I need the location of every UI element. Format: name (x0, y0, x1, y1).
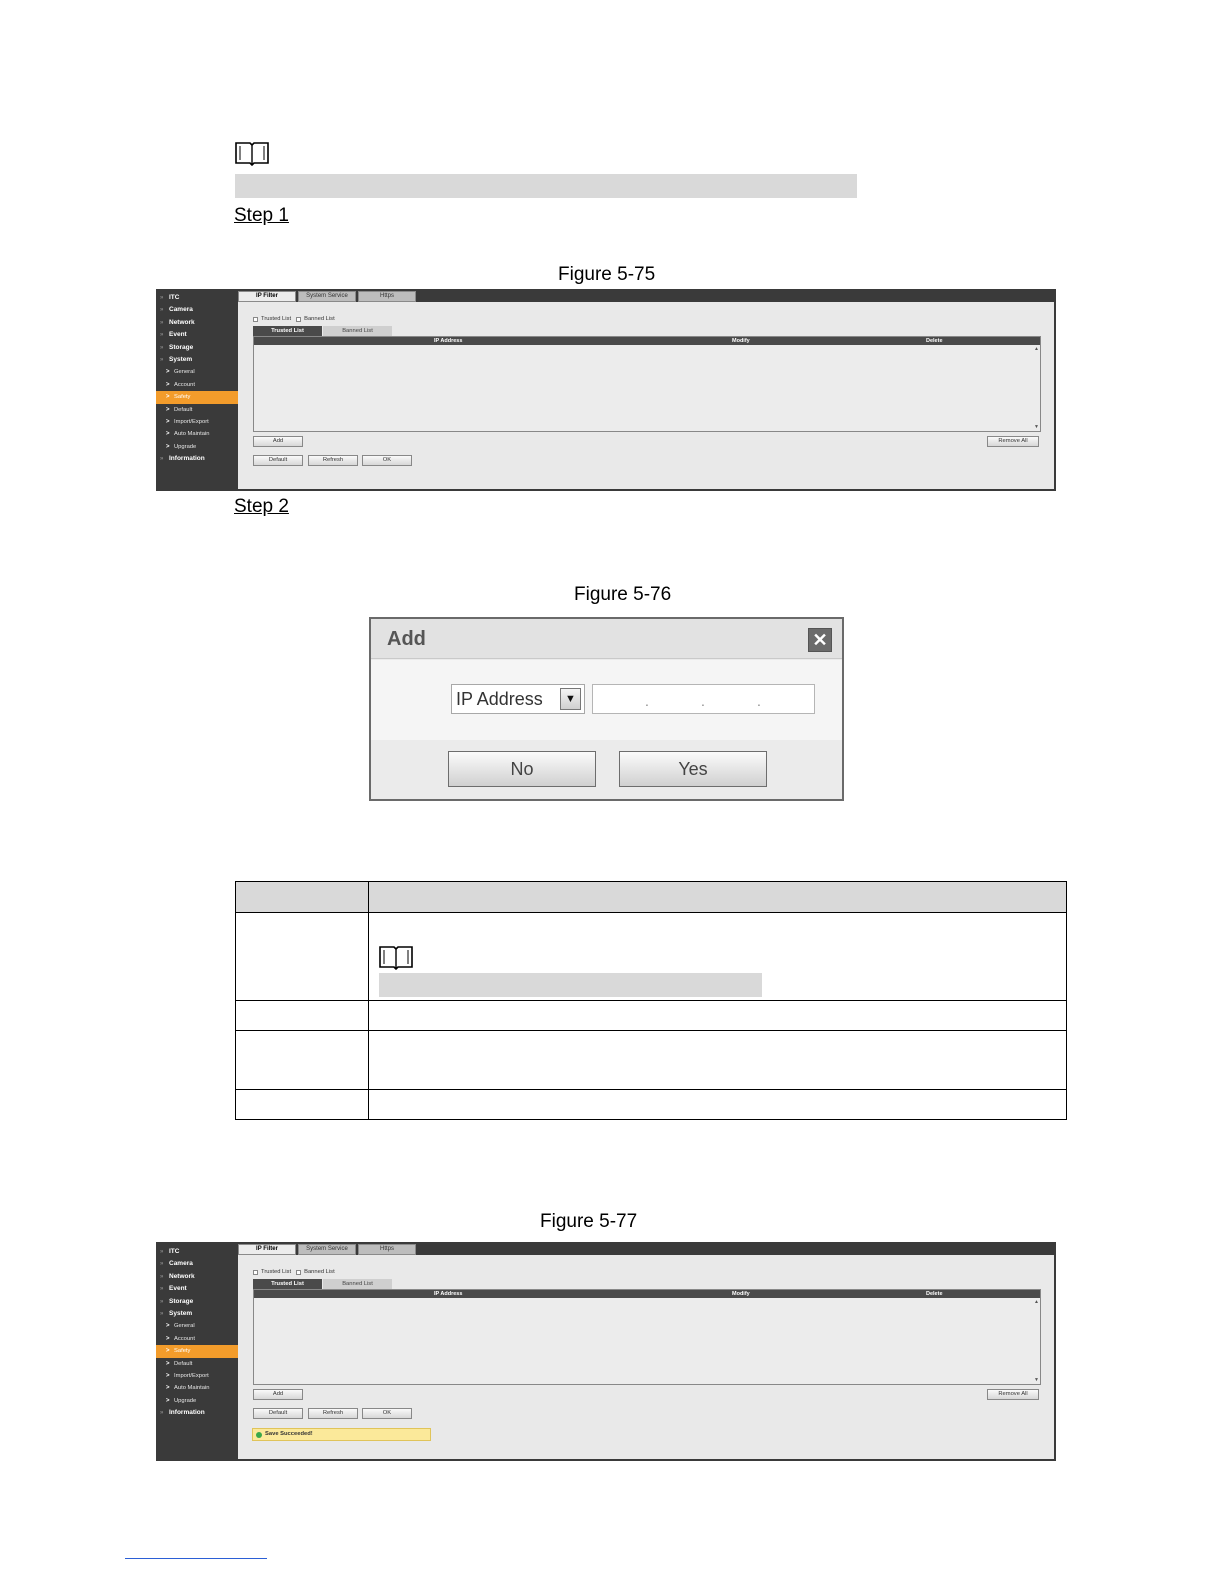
scroll-down-arrow-icon[interactable]: ▼ (1034, 1377, 1039, 1383)
sidebar-item-event[interactable] (156, 1283, 238, 1295)
expand-arrow-icon: » (160, 456, 164, 463)
chevron-down-icon[interactable]: ▼ (560, 688, 581, 710)
chevron-right-icon: > (166, 1372, 170, 1379)
scroll-up-arrow-icon[interactable]: ▲ (1034, 1299, 1039, 1305)
note-text-highlight (235, 174, 857, 198)
list-type-checkboxes (253, 316, 340, 322)
chevron-right-icon: > (166, 418, 170, 425)
table-row (236, 1001, 1067, 1031)
table-cell (236, 1090, 369, 1120)
yes-button[interactable]: Yes (619, 751, 767, 787)
trusted-list-checkbox-label: Trusted List (261, 316, 292, 322)
content-area (238, 302, 1054, 489)
sidebar-item-label: Network (169, 1272, 195, 1280)
sidebar-item-label: Auto Maintain (174, 431, 210, 438)
expand-arrow-icon: » (160, 1310, 164, 1317)
table-row (236, 1031, 1067, 1090)
note-book-icon (378, 944, 414, 970)
chevron-right-icon: > (166, 1360, 170, 1367)
expand-arrow-icon: » (160, 1286, 164, 1293)
sidebar-item-general[interactable] (156, 366, 238, 378)
tab-ip-filter[interactable]: IP Filter (238, 1244, 296, 1255)
table-cell (236, 1001, 369, 1031)
expand-arrow-icon: » (160, 1249, 164, 1255)
sidebar-item-label: Event (169, 331, 187, 339)
expand-arrow-icon: » (160, 344, 164, 351)
sidebar-item-system[interactable] (156, 1308, 238, 1320)
sidebar-item-label: Safety (174, 1348, 191, 1355)
table-cell (369, 1001, 1067, 1031)
table-cell (369, 1090, 1067, 1120)
banned-list-checkbox[interactable] (296, 1270, 301, 1275)
sidebar-item-label: Network (169, 318, 195, 326)
content-area (238, 1255, 1054, 1459)
chevron-right-icon: > (166, 1397, 170, 1404)
sidebar-item-label: Information (169, 455, 205, 463)
list-type-checkboxes (253, 1269, 340, 1275)
sidebar-item-information[interactable] (156, 1407, 238, 1419)
sidebar-item-label: Information (169, 1409, 205, 1417)
sidebar-item-label: Account (174, 381, 195, 388)
tab-ip-filter[interactable]: IP Filter (238, 291, 296, 302)
save-success-message (252, 1428, 431, 1441)
expand-arrow-icon: » (160, 295, 164, 301)
list-subtabs (253, 1279, 393, 1289)
sidebar-item-import-export[interactable] (156, 1370, 238, 1382)
sidebar-item-label: Storage (169, 343, 194, 351)
note-book-icon (234, 140, 270, 166)
sidebar-item-upgrade[interactable] (156, 441, 238, 453)
sidebar-item-network[interactable] (156, 317, 238, 329)
parameter-table (235, 881, 1067, 1120)
sidebar-item-label: Account (174, 1335, 195, 1342)
table-row (236, 1090, 1067, 1120)
sidebar-item-system[interactable] (156, 354, 238, 366)
sidebar-item-network[interactable] (156, 1271, 238, 1283)
address-type-select[interactable] (451, 684, 585, 714)
ip-separator-dot: . (645, 693, 649, 709)
trusted-list-checkbox[interactable] (253, 1270, 258, 1275)
sidebar-item-label: Default (174, 1360, 193, 1367)
sidebar-item-itc[interactable] (156, 292, 238, 304)
ip-separator-dot: . (701, 693, 705, 709)
side-menu (156, 1246, 238, 1419)
side-menu (156, 292, 238, 465)
sidebar-item-label: Import/Export (174, 1372, 209, 1379)
sidebar-item-label: Event (169, 1285, 187, 1293)
sidebar-item-auto-maintain[interactable] (156, 1382, 238, 1394)
table-cell (369, 1031, 1067, 1090)
ip-filter-screenshot-2 (156, 1242, 1056, 1461)
sidebar-item-import-export[interactable] (156, 416, 238, 428)
header-cell-description (369, 882, 1067, 913)
remove-all-button[interactable]: Remove All (987, 436, 1039, 447)
dialog-title: Add (387, 628, 426, 650)
ok-button[interactable]: OK (362, 1408, 412, 1419)
chevron-right-icon: > (166, 1335, 170, 1342)
remove-all-button[interactable]: Remove All (987, 1389, 1039, 1400)
table-cell (236, 913, 369, 1001)
chevron-right-icon: > (166, 1348, 170, 1355)
table-header (254, 1290, 1040, 1298)
footer-link-underline (125, 1558, 267, 1559)
add-dialog (369, 617, 844, 801)
table-cell (236, 1031, 369, 1090)
sidebar-item-label: Camera (169, 306, 193, 314)
success-check-icon (256, 1432, 262, 1438)
sidebar-item-label: Upgrade (174, 1397, 197, 1404)
sidebar-item-storage[interactable] (156, 1296, 238, 1308)
sidebar-item-label: System (169, 355, 193, 363)
figure-5-77-caption: Figure 5-77 (540, 1211, 638, 1232)
expand-arrow-icon: » (160, 319, 164, 326)
default-button[interactable]: Default (253, 1408, 303, 1419)
scroll-up-arrow-icon[interactable]: ▲ (1034, 346, 1039, 352)
no-button[interactable]: No (448, 751, 596, 787)
step-2-label: Step 2 (234, 496, 289, 517)
trusted-list-checkbox-label: Trusted List (261, 1269, 292, 1275)
sidebar-item-default[interactable] (156, 1358, 238, 1370)
subtab-trusted-list[interactable]: Trusted List (253, 326, 322, 336)
refresh-button[interactable]: Refresh (308, 1408, 358, 1419)
sidebar-item-camera[interactable] (156, 304, 238, 316)
refresh-button[interactable]: Refresh (308, 455, 358, 466)
add-button[interactable]: Add (253, 1389, 303, 1400)
banned-list-checkbox[interactable] (296, 317, 301, 322)
sidebar-item-label: Camera (169, 1260, 193, 1268)
table-cell (369, 913, 1067, 1001)
col-ip-address: IP Address (434, 338, 463, 344)
sidebar-item-default[interactable] (156, 404, 238, 416)
default-button[interactable]: Default (253, 455, 303, 466)
sidebar-item-account[interactable] (156, 379, 238, 391)
tab-system-service[interactable]: System Service (298, 1244, 356, 1255)
chevron-right-icon: > (166, 381, 170, 388)
expand-arrow-icon: » (160, 1410, 164, 1417)
sidebar-item-label: General (174, 1323, 195, 1330)
figure-5-76-caption: Figure 5-76 (574, 584, 672, 605)
expand-arrow-icon: » (160, 1298, 164, 1305)
ip-address-input[interactable] (592, 684, 815, 714)
sidebar-item-itc[interactable] (156, 1246, 238, 1258)
chevron-right-icon: > (166, 369, 170, 376)
sidebar-item-general[interactable] (156, 1320, 238, 1332)
header-cell-parameter (236, 882, 369, 913)
sidebar-item-account[interactable] (156, 1333, 238, 1345)
expand-arrow-icon: » (160, 307, 164, 314)
sidebar-item-label: Safety (174, 394, 191, 401)
col-modify: Modify (732, 338, 750, 344)
sidebar-item-event[interactable] (156, 329, 238, 341)
col-ip-address: IP Address (434, 1291, 463, 1297)
sidebar-item-label: General (174, 369, 195, 376)
sidebar-item-storage[interactable] (156, 342, 238, 354)
col-delete: Delete (926, 338, 943, 344)
dialog-title-bar (371, 619, 842, 659)
chevron-right-icon: > (166, 443, 170, 450)
chevron-right-icon: > (166, 1323, 170, 1330)
ok-button[interactable]: OK (362, 455, 412, 466)
table-header-row (236, 882, 1067, 913)
ip-separator-dot: . (757, 693, 761, 709)
trusted-list-checkbox[interactable] (253, 317, 258, 322)
sidebar-item-auto-maintain[interactable] (156, 428, 238, 440)
sidebar-item-label: Default (174, 406, 193, 413)
table-row (236, 913, 1067, 1001)
sidebar-item-safety[interactable] (156, 391, 238, 403)
ip-list-table (253, 1289, 1041, 1385)
expand-arrow-icon: » (160, 1261, 164, 1268)
chevron-right-icon: > (166, 394, 170, 401)
col-modify: Modify (732, 1291, 750, 1297)
chevron-right-icon: > (166, 1385, 170, 1392)
sidebar-item-label: Import/Export (174, 418, 209, 425)
chevron-right-icon: > (166, 431, 170, 438)
ip-filter-screenshot-1 (156, 289, 1056, 491)
table-header (254, 337, 1040, 345)
sidebar-item-label: System (169, 1309, 193, 1317)
list-subtabs (253, 326, 393, 336)
expand-arrow-icon: » (160, 1273, 164, 1280)
close-icon[interactable]: ✕ (808, 628, 832, 652)
banned-list-checkbox-label: Banned List (304, 1269, 335, 1275)
sidebar-item-label: Upgrade (174, 443, 197, 450)
step-1-label: Step 1 (234, 205, 289, 226)
note-text-highlight (379, 973, 762, 997)
sidebar-item-label: ITC (169, 294, 180, 301)
subtab-trusted-list[interactable]: Trusted List (253, 1279, 322, 1289)
tab-system-service[interactable]: System Service (298, 291, 356, 302)
figure-5-75-caption: Figure 5-75 (558, 264, 656, 285)
address-type-value: IP Address (456, 689, 543, 709)
expand-arrow-icon: » (160, 332, 164, 339)
tab-https[interactable]: Https (358, 1244, 416, 1255)
sidebar-item-label: Storage (169, 1297, 194, 1305)
sidebar-item-safety[interactable] (156, 1345, 238, 1357)
tab-https[interactable]: Https (358, 291, 416, 302)
col-delete: Delete (926, 1291, 943, 1297)
ip-list-table (253, 336, 1041, 432)
sidebar-item-label: Auto Maintain (174, 1385, 210, 1392)
subtab-banned-list[interactable]: Banned List (323, 1279, 392, 1289)
expand-arrow-icon: » (160, 356, 164, 363)
sidebar-item-upgrade[interactable] (156, 1395, 238, 1407)
banned-list-checkbox-label: Banned List (304, 316, 335, 322)
dialog-body (371, 660, 842, 740)
subtab-banned-list[interactable]: Banned List (323, 326, 392, 336)
sidebar-item-label: ITC (169, 1248, 180, 1255)
chevron-right-icon: > (166, 406, 170, 413)
save-message-text: Save Succeeded! (265, 1431, 313, 1437)
sidebar-item-camera[interactable] (156, 1258, 238, 1270)
scroll-down-arrow-icon[interactable]: ▼ (1034, 424, 1039, 430)
add-button[interactable]: Add (253, 436, 303, 447)
sidebar-item-information[interactable] (156, 453, 238, 465)
